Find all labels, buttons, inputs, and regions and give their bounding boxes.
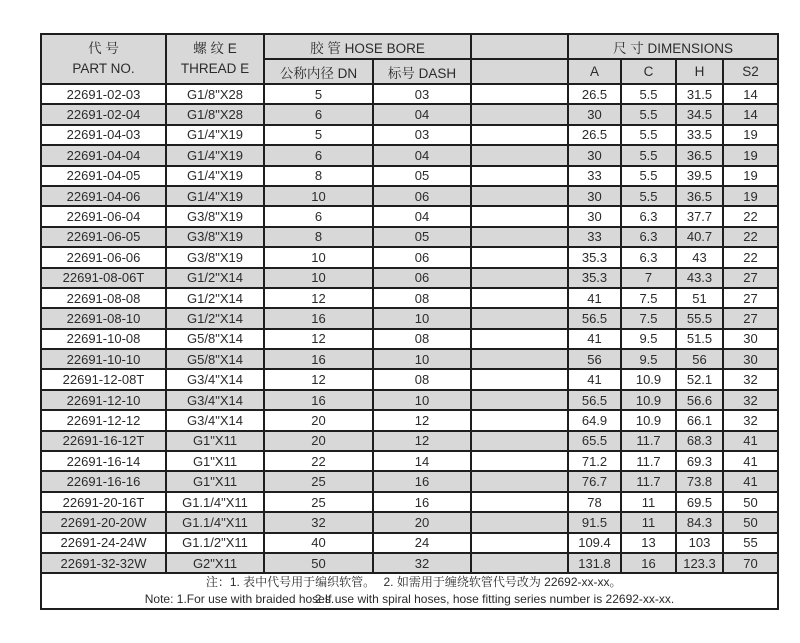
table-row — [41, 471, 778, 491]
empty-cell — [471, 410, 568, 430]
thread-cell: G3/8"X19 — [166, 247, 264, 267]
dim-a-cell: 64.9 — [568, 410, 621, 430]
part-no-cell: 22691-12-12 — [41, 410, 166, 430]
dim-h-cell: 39.5 — [676, 166, 723, 186]
dim-s2-cell: 70 — [723, 553, 778, 573]
part-no-cell: 22691-12-08T — [41, 369, 166, 389]
dash-cell: 08 — [373, 329, 471, 349]
thread-cell: G5/8"X14 — [166, 329, 264, 349]
dim-h-cell: 51 — [676, 288, 723, 308]
dash-cell: 14 — [373, 451, 471, 471]
dim-a-cell: 91.5 — [568, 512, 621, 532]
part-no-cell: 22691-02-04 — [41, 104, 166, 124]
part-no-cell: 22691-08-06T — [41, 268, 166, 288]
dim-c-cell: 5.5 — [621, 186, 676, 206]
dn-cell: 6 — [264, 104, 373, 124]
dn-cell: 20 — [264, 410, 373, 430]
dim-s2-cell: 30 — [723, 349, 778, 369]
part-no-cell: 22691-12-10 — [41, 390, 166, 410]
empty-cell — [471, 349, 568, 369]
dim-a-cell: 35.3 — [568, 247, 621, 267]
dash-cell: 16 — [373, 492, 471, 512]
dim-a-cell: 30 — [568, 186, 621, 206]
table-row — [41, 206, 778, 226]
thread-cell: G1.1/2"X11 — [166, 533, 264, 553]
dim-s2-cell: 27 — [723, 268, 778, 288]
dn-cell: 5 — [264, 84, 373, 104]
dash-cell: 03 — [373, 125, 471, 145]
part-no-cell: 22691-04-05 — [41, 166, 166, 186]
table-row — [41, 390, 778, 410]
col-header-h: H — [676, 59, 723, 84]
part-no-cell: 22691-04-06 — [41, 186, 166, 206]
table-row — [41, 247, 778, 267]
dim-h-cell: 84.3 — [676, 512, 723, 532]
dim-h-cell: 33.5 — [676, 125, 723, 145]
part-no-cell: 22691-20-20W — [41, 512, 166, 532]
table-row — [41, 492, 778, 512]
dash-cell: 06 — [373, 268, 471, 288]
dim-c-cell: 10.9 — [621, 410, 676, 430]
dim-a-cell: 30 — [568, 104, 621, 124]
dim-h-cell: 51.5 — [676, 329, 723, 349]
dim-c-cell: 9.5 — [621, 349, 676, 369]
dim-h-cell: 69.3 — [676, 451, 723, 471]
thread-cell: G1"X11 — [166, 471, 264, 491]
dn-cell: 50 — [264, 553, 373, 573]
dash-cell: 04 — [373, 104, 471, 124]
dn-cell: 32 — [264, 512, 373, 532]
dn-cell: 25 — [264, 471, 373, 491]
thread-cell: G1/2"X14 — [166, 268, 264, 288]
dim-s2-cell: 27 — [723, 308, 778, 328]
table-row — [41, 268, 778, 288]
dim-a-cell: 30 — [568, 145, 621, 165]
dim-h-cell: 56 — [676, 349, 723, 369]
hose-fitting-spec-table — [40, 33, 779, 610]
empty-cell — [471, 329, 568, 349]
thread-cell: G3/8"X19 — [166, 206, 264, 226]
col-header-s2: S2 — [723, 59, 778, 84]
dn-cell: 20 — [264, 431, 373, 451]
dim-s2-cell: 32 — [723, 369, 778, 389]
dim-a-cell: 109.4 — [568, 533, 621, 553]
dim-s2-cell: 27 — [723, 288, 778, 308]
col-group-dimensions: 尺 寸 DIMENSIONS — [568, 34, 778, 59]
notes-cell — [41, 573, 778, 609]
thread-cell: G1/8"X28 — [166, 84, 264, 104]
dim-h-cell: 56.6 — [676, 390, 723, 410]
col-header-thread — [166, 34, 264, 84]
dim-s2-cell: 41 — [723, 451, 778, 471]
dim-a-cell: 131.8 — [568, 553, 621, 573]
dim-c-cell: 5.5 — [621, 145, 676, 165]
dash-cell: 12 — [373, 410, 471, 430]
dim-s2-cell: 22 — [723, 247, 778, 267]
col-header-thread-en: THREAD E — [180, 61, 250, 76]
dim-s2-cell: 50 — [723, 492, 778, 512]
table-row — [41, 186, 778, 206]
empty-header-cell-bottom — [471, 59, 568, 84]
dim-c-cell: 5.5 — [621, 125, 676, 145]
dim-c-cell: 5.5 — [621, 84, 676, 104]
note-line-en — [44, 591, 775, 608]
part-no-cell: 22691-04-03 — [41, 125, 166, 145]
dim-a-cell: 33 — [568, 166, 621, 186]
table-row — [41, 512, 778, 532]
dn-cell: 10 — [264, 247, 373, 267]
dim-a-cell: 41 — [568, 329, 621, 349]
empty-cell — [471, 247, 568, 267]
col-header-c: C — [621, 59, 676, 84]
dim-c-cell: 6.3 — [621, 247, 676, 267]
dash-cell: 10 — [373, 349, 471, 369]
dn-cell: 8 — [264, 227, 373, 247]
dash-cell: 08 — [373, 288, 471, 308]
dim-a-cell: 56.5 — [568, 308, 621, 328]
part-no-cell: 22691-06-04 — [41, 206, 166, 226]
part-no-cell: 22691-32-32W — [41, 553, 166, 573]
note-en-part2: 2.If use with spiral hoses, hose fitting series number is 22692-xx-xx. — [314, 592, 675, 607]
dim-h-cell: 73.8 — [676, 471, 723, 491]
dash-cell: 10 — [373, 390, 471, 410]
thread-cell: G1/2"X14 — [166, 288, 264, 308]
dn-cell: 6 — [264, 206, 373, 226]
empty-cell — [471, 431, 568, 451]
dn-cell: 12 — [264, 369, 373, 389]
part-no-cell: 22691-20-16T — [41, 492, 166, 512]
part-no-cell: 22691-08-10 — [41, 308, 166, 328]
table-row — [41, 84, 778, 104]
dim-a-cell: 76.7 — [568, 471, 621, 491]
empty-cell — [471, 471, 568, 491]
dim-h-cell: 43.3 — [676, 268, 723, 288]
dash-cell: 24 — [373, 533, 471, 553]
part-no-cell: 22691-06-06 — [41, 247, 166, 267]
thread-cell: G3/8"X19 — [166, 227, 264, 247]
dim-a-cell: 41 — [568, 288, 621, 308]
dim-c-cell: 5.5 — [621, 104, 676, 124]
part-no-cell: 22691-04-04 — [41, 145, 166, 165]
empty-cell — [471, 451, 568, 471]
dim-h-cell: 103 — [676, 533, 723, 553]
part-no-cell: 22691-24-24W — [41, 533, 166, 553]
dn-cell: 6 — [264, 145, 373, 165]
dash-cell: 06 — [373, 186, 471, 206]
col-header-dn: 公称内径 DN — [264, 59, 373, 84]
dim-h-cell: 36.5 — [676, 186, 723, 206]
col-header-part-no-en: PART NO. — [72, 61, 135, 76]
col-header-thread-zh: 螺 纹 E — [193, 41, 237, 57]
table-row — [41, 308, 778, 328]
dim-s2-cell: 55 — [723, 533, 778, 553]
dash-cell: 04 — [373, 145, 471, 165]
dn-cell: 16 — [264, 349, 373, 369]
dn-cell: 10 — [264, 186, 373, 206]
part-no-cell: 22691-08-08 — [41, 288, 166, 308]
thread-cell: G1"X11 — [166, 431, 264, 451]
table-row — [41, 410, 778, 430]
empty-cell — [471, 553, 568, 573]
dn-cell: 12 — [264, 329, 373, 349]
dash-cell: 32 — [373, 553, 471, 573]
dash-cell: 08 — [373, 369, 471, 389]
dim-h-cell: 34.5 — [676, 104, 723, 124]
dim-c-cell: 9.5 — [621, 329, 676, 349]
thread-cell: G5/8"X14 — [166, 349, 264, 369]
dim-s2-cell: 19 — [723, 166, 778, 186]
dn-cell: 25 — [264, 492, 373, 512]
dim-a-cell: 56.5 — [568, 390, 621, 410]
dim-h-cell: 69.5 — [676, 492, 723, 512]
col-header-dash: 标号 DASH — [373, 59, 471, 84]
note-zh-part1: 注：1. 表中代号用于编织软管。 — [205, 575, 376, 590]
dn-cell: 8 — [264, 166, 373, 186]
dim-s2-cell: 22 — [723, 206, 778, 226]
dn-cell: 5 — [264, 125, 373, 145]
dim-a-cell: 35.3 — [568, 268, 621, 288]
dim-s2-cell: 30 — [723, 329, 778, 349]
dn-cell: 12 — [264, 288, 373, 308]
thread-cell: G1/4"X19 — [166, 166, 264, 186]
notes-row — [41, 573, 778, 609]
dim-a-cell: 26.5 — [568, 84, 621, 104]
dim-c-cell: 11.7 — [621, 451, 676, 471]
dn-cell: 16 — [264, 308, 373, 328]
dim-c-cell: 10.9 — [621, 369, 676, 389]
part-no-cell: 22691-16-16 — [41, 471, 166, 491]
dim-s2-cell: 32 — [723, 410, 778, 430]
dim-c-cell: 6.3 — [621, 227, 676, 247]
dim-s2-cell: 19 — [723, 125, 778, 145]
thread-cell: G3/4"X14 — [166, 390, 264, 410]
thread-cell: G3/4"X14 — [166, 410, 264, 430]
empty-cell — [471, 512, 568, 532]
dn-cell: 22 — [264, 451, 373, 471]
thread-cell: G1/4"X19 — [166, 125, 264, 145]
dash-cell: 03 — [373, 84, 471, 104]
thread-cell: G1/4"X19 — [166, 145, 264, 165]
table-row — [41, 553, 778, 573]
empty-cell — [471, 166, 568, 186]
table-row — [41, 369, 778, 389]
empty-header-cell-top — [471, 34, 568, 59]
dim-s2-cell: 41 — [723, 471, 778, 491]
dim-c-cell: 10.9 — [621, 390, 676, 410]
part-no-cell: 22691-06-05 — [41, 227, 166, 247]
dim-h-cell: 36.5 — [676, 145, 723, 165]
empty-cell — [471, 227, 568, 247]
dim-a-cell: 71.2 — [568, 451, 621, 471]
empty-cell — [471, 268, 568, 288]
dim-s2-cell: 19 — [723, 186, 778, 206]
part-no-cell: 22691-10-10 — [41, 349, 166, 369]
dim-c-cell: 7.5 — [621, 288, 676, 308]
table-row — [41, 431, 778, 451]
table-row — [41, 533, 778, 553]
part-no-cell: 22691-16-14 — [41, 451, 166, 471]
table-row — [41, 166, 778, 186]
dim-c-cell: 11.7 — [621, 471, 676, 491]
dim-c-cell: 16 — [621, 553, 676, 573]
dim-c-cell: 7.5 — [621, 308, 676, 328]
dim-s2-cell: 41 — [723, 431, 778, 451]
col-header-part-no — [41, 34, 166, 84]
table-row — [41, 349, 778, 369]
dim-c-cell: 7 — [621, 268, 676, 288]
empty-cell — [471, 492, 568, 512]
part-no-cell: 22691-10-08 — [41, 329, 166, 349]
table-row — [41, 145, 778, 165]
dim-h-cell: 40.7 — [676, 227, 723, 247]
dim-a-cell: 65.5 — [568, 431, 621, 451]
dim-c-cell: 6.3 — [621, 206, 676, 226]
header-row-groups — [41, 34, 778, 59]
empty-cell — [471, 390, 568, 410]
dim-h-cell: 31.5 — [676, 84, 723, 104]
dash-cell: 04 — [373, 206, 471, 226]
dim-c-cell: 11.7 — [621, 431, 676, 451]
dim-a-cell: 33 — [568, 227, 621, 247]
dim-c-cell: 11 — [621, 492, 676, 512]
dim-a-cell: 30 — [568, 206, 621, 226]
empty-cell — [471, 186, 568, 206]
thread-cell: G1"X11 — [166, 451, 264, 471]
dim-c-cell: 5.5 — [621, 166, 676, 186]
dash-cell: 10 — [373, 308, 471, 328]
dash-cell: 20 — [373, 512, 471, 532]
dim-s2-cell: 14 — [723, 104, 778, 124]
empty-cell — [471, 308, 568, 328]
dash-cell: 12 — [373, 431, 471, 451]
empty-cell — [471, 206, 568, 226]
table-body — [41, 84, 778, 573]
dn-cell: 40 — [264, 533, 373, 553]
dash-cell: 05 — [373, 166, 471, 186]
dash-cell: 05 — [373, 227, 471, 247]
dim-h-cell: 66.1 — [676, 410, 723, 430]
empty-cell — [471, 104, 568, 124]
table-row — [41, 288, 778, 308]
table-row — [41, 329, 778, 349]
col-group-hose-bore: 胶 管 HOSE BORE — [264, 34, 471, 59]
dash-cell: 16 — [373, 471, 471, 491]
dim-h-cell: 52.1 — [676, 369, 723, 389]
table-row — [41, 451, 778, 471]
empty-cell — [471, 533, 568, 553]
dim-s2-cell: 14 — [723, 84, 778, 104]
dim-c-cell: 13 — [621, 533, 676, 553]
thread-cell: G1/8"X28 — [166, 104, 264, 124]
dim-h-cell: 68.3 — [676, 431, 723, 451]
dim-h-cell: 37.7 — [676, 206, 723, 226]
thread-cell: G1/2"X14 — [166, 308, 264, 328]
col-header-a: A — [568, 59, 621, 84]
thread-cell: G3/4"X14 — [166, 369, 264, 389]
col-header-part-no-zh: 代 号 — [88, 41, 119, 57]
note-line-zh — [44, 574, 775, 591]
empty-cell — [471, 369, 568, 389]
dn-cell: 10 — [264, 268, 373, 288]
dim-a-cell: 26.5 — [568, 125, 621, 145]
dim-s2-cell: 22 — [723, 227, 778, 247]
part-no-cell: 22691-16-12T — [41, 431, 166, 451]
dim-h-cell: 123.3 — [676, 553, 723, 573]
note-zh-part2: 2. 如需用于缠绕软管代号改为 22692-xx-xx。 — [383, 575, 622, 590]
table-row — [41, 227, 778, 247]
dim-a-cell: 78 — [568, 492, 621, 512]
part-no-cell: 22691-02-03 — [41, 84, 166, 104]
empty-cell — [471, 288, 568, 308]
dn-cell: 16 — [264, 390, 373, 410]
thread-cell: G1.1/4"X11 — [166, 492, 264, 512]
dim-a-cell: 56 — [568, 349, 621, 369]
dim-h-cell: 43 — [676, 247, 723, 267]
empty-cell — [471, 145, 568, 165]
thread-cell: G1.1/4"X11 — [166, 512, 264, 532]
dim-s2-cell: 32 — [723, 390, 778, 410]
thread-cell: G2"X11 — [166, 553, 264, 573]
dim-c-cell: 11 — [621, 512, 676, 532]
thread-cell: G1/4"X19 — [166, 186, 264, 206]
table-row — [41, 125, 778, 145]
empty-cell — [471, 84, 568, 104]
dim-s2-cell: 19 — [723, 145, 778, 165]
note-en-part1: Note: 1.For use with braided hoses. — [144, 592, 335, 607]
dim-h-cell: 55.5 — [676, 308, 723, 328]
dim-a-cell: 41 — [568, 369, 621, 389]
empty-cell — [471, 125, 568, 145]
table-row — [41, 104, 778, 124]
dim-s2-cell: 50 — [723, 512, 778, 532]
dash-cell: 06 — [373, 247, 471, 267]
